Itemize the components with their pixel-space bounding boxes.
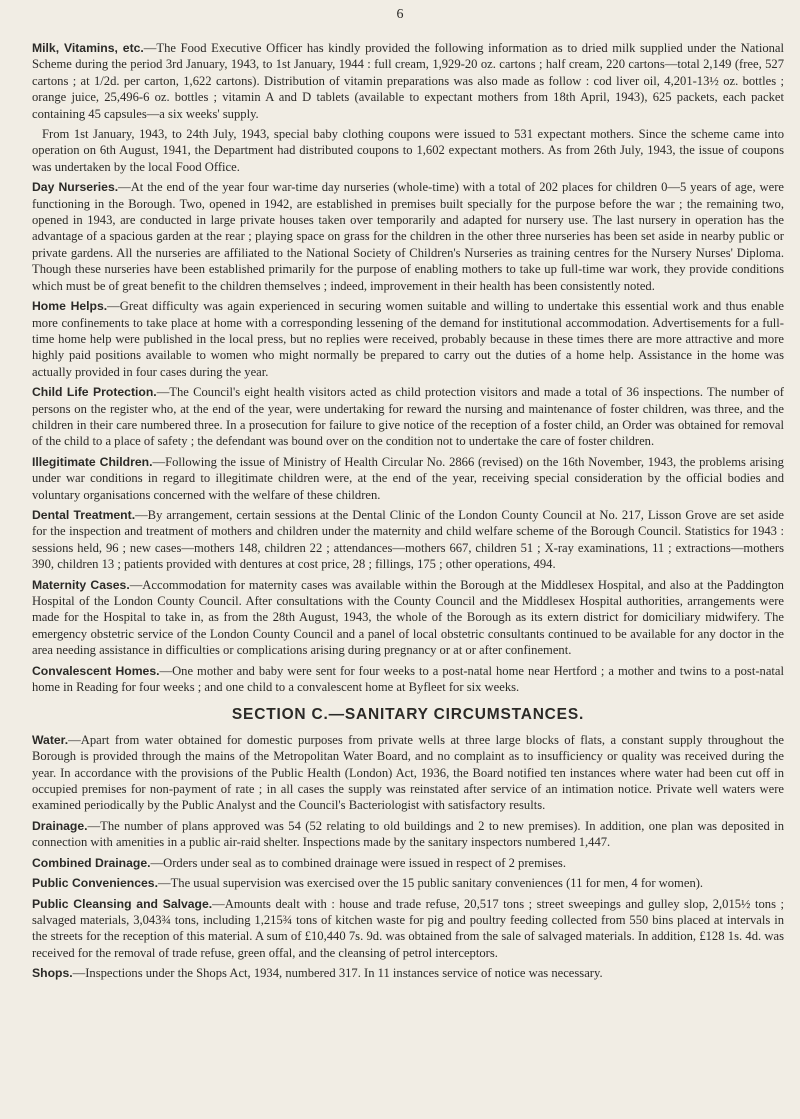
paragraph-text: —By arrangement, certain sessions at the Dental Clinic of the London County Council at No. 217, Lisson Grove are set aside for the inspection and treatment of mothers and children under the maternity and child welfare scheme of the Borough Council. Statistics for 1943 : sessions held, 96 ; new cases—mothers 148, children 22 ; attendances—mothers 667, children 51 ; X-ray examinations, 11 ; extractions—mothers 390, children 13 ; patients provided with dentures at cost price, 28 ; fillings, 175 ; other operations, 494. — [32, 507, 784, 572]
paragraph-heading: Public Cleansing and Salvage. — [32, 896, 213, 911]
paragraph-text: From 1st January, 1943, to 24th July, 1943, special baby clothing coupons were issued to 531 expectant mothers. Since the scheme came into operation on 6th August, 1941, the Department had distributed coupons to 1,602 expectant mothers. As from 26th July, 1943, the issue of coupons was undertaken by the local Food Office. — [32, 127, 784, 174]
paragraph-text: —The number of plans approved was 54 (52 relating to old buildings and 2 to new premises). In addition, one plan was deposited in connection with amenities in a public air-raid shelter. Inspections made by the sanitary inspectors numbered 1,447. — [32, 818, 784, 850]
page-content — [32, 40, 784, 986]
paragraph-heading: Water. — [32, 732, 69, 747]
paragraph-day-nurseries — [32, 179, 784, 294]
paragraph-text: —The Council's eight health visitors acted as child protection visitors and made a total of 36 inspections. The number of persons on the register who, at the end of the year, were undertaking for reward the nursing and maintenance of foster children, was three, and the children in their care numbered three. In a prosecution for failure to give notice of the reception of a foster child, an Order was obtained for removal of the child to a place of safety ; the defendant was bound over on the condition not to undertake the care of foster children. — [32, 385, 784, 449]
paragraph-milk-vitamins — [32, 40, 784, 122]
paragraph-text: —Orders under seal as to combined drainage were issued in respect of 2 premises. — [150, 855, 566, 870]
section-title: SECTION C.—SANITARY CIRCUMSTANCES. — [231, 706, 585, 724]
paragraph-maternity-cases — [32, 577, 784, 659]
paragraph-text: —Inspections under the Shops Act, 1934, numbered 317. In 11 instances service of notice was necessary. — [72, 966, 603, 981]
paragraph-text: —Accommodation for maternity cases was available within the Borough at the Middlesex Hospital, and also at the Paddington Hospital of the London County Council. After consultations with the County Council and the Middlesex Hospital authorities, arrangements were made for the Hospital to take in, as from the 28th August, 1943, the whole of the Borough as its extern district for domiciliary midwifery. The emergency obstetric service of the London County Council and a panel of local obstetric consultants continued to be available for any doctor in the area needing assistance in difficulties or complications arising during pregnancy or at or after confinement. — [32, 577, 784, 658]
paragraph-heading: Maternity Cases. — [32, 577, 130, 592]
paragraph-heading: Public Conveniences. — [32, 876, 158, 891]
paragraph-convalescent-homes — [32, 663, 784, 696]
paragraph-text: —Apart from water obtained for domestic purposes from private wells at three large blocks of flats, a constant supply throughout the Borough is provided through the mains of the Metropolitan Water Board, and no complaint as to insufficiency or quality was received during the year. In accordance with the provisions of the Public Health (London) Act, 1936, the Board notified ten instances where water had been cut off in occupied premises for non-payment of rate ; in all cases the supply was reinstated after service of an intimation notice. Private well waters were examined periodically by the Public Analyst and the Council's Bacteriologist with satisfactory results. — [32, 732, 784, 813]
paragraph-text: —At the end of the year four war-time day nurseries (whole-time) with a total of 202 places for children 0—5 years of age, were functioning in the Borough. Two, opened in 1942, are established in premises built specially for the purpose before the war ; the remaining two, opened in 1943, are conducted in large private houses taken over temporarily and adapted for nursery use. The last nursery in operation has the advantage of a spacious garden at the rear ; playing space on grass for the children in the other three nurseries has been set aside in nearby public or private gardens. All the nurseries are affiliated to the National Society of Children's Nurseries as training centres for the Nursery Nurses' Diploma. Though these nurseries have been established primarily for the purpose of enabling mothers to take up full-time war work, they provide conditions which must be of great benefit to the children themselves ; indeed, improvement in their health has been consistently noted. — [32, 180, 784, 293]
paragraph-text: —One mother and baby were sent for four weeks to a post-natal home near Hertford ; a mother and twins to a post-natal home in Reading for four weeks ; and one child to a convalescent home at Byfleet for six weeks. — [32, 663, 784, 695]
paragraph-text: —Great difficulty was again experienced in securing women suitable and willing to undertake this essential work and thus enable more confinements to take place at home with a corresponding lessening of the demand for institutional accommodation. Advertisements for a full-time home help were published in the local press, but no replies were received, probably because in these times there are more attractive and more highly paid positions available to women who might normally be prepared to carry out the duties of a home help. Assistance in the home was actually provided in four cases during the year. — [32, 299, 784, 379]
paragraph-heading: Dental Treatment. — [32, 507, 136, 522]
paragraph-heading: Convalescent Homes. — [32, 663, 160, 678]
paragraph-home-helps — [32, 298, 784, 380]
paragraph-illegitimate-children — [32, 454, 784, 503]
paragraph-combined-drainage — [32, 855, 784, 871]
paragraph-heading: Shops. — [32, 966, 73, 981]
paragraph-heading: Child Life Protection. — [32, 385, 157, 400]
paragraph-heading: Drainage. — [32, 818, 88, 833]
paragraph-text: —Amounts dealt with : house and trade refuse, 20,517 tons ; street sweepings and gulley slop, 2,015½ tons ; salvaged materials, 3,043¾ tons, including 1,215¾ tons of kitchen waste for pig and poultry feeding collected from 550 bins placed at intervals in the streets for the reception of this material. A sum of £10,440 7s. 9d. was obtained from the sale of salvaged materials. In addition, £128 1s. 4d. was received for the removal of trade refuse, green offal, and the cleansing of petrol interceptors. — [32, 896, 784, 960]
paragraph-text: —The usual supervision was exercised over the 15 public sanitary conveniences (11 for men, 4 for women). — [157, 876, 704, 891]
paragraph-dental-treatment — [32, 507, 784, 573]
paragraph-heading: Day Nurseries. — [32, 180, 119, 195]
paragraph-public-cleansing-salvage — [32, 896, 784, 962]
paragraph-text: —The Food Executive Officer has kindly provided the following information as to dried milk supplied under the National Scheme during the period 3rd January, 1943, to 1st January, 1944 : full cream, 1,929-20 oz. cartons ; half cream, 220 cartons—total 2,149 (free, 527 cartons ; at 1/2d. per carton, 1,622 cartons). Distribution of vitamin preparations was also made as follow : cod liver oil, 4,201-13½ oz. bottles ; orange juice, 25,496-6 oz. bottles ; vitamin A and D tablets (available to expectant mothers from 18th April, 1943), 625 packets, each packet containing 45 capsules—a six weeks' supply. — [32, 41, 784, 121]
paragraph-water — [32, 732, 784, 814]
paragraph-shops — [32, 965, 784, 981]
paragraph-heading: Home Helps. — [32, 299, 108, 314]
paragraph-child-life-protection — [32, 384, 784, 450]
paragraph-heading: Illegitimate Children. — [32, 454, 153, 469]
paragraph-drainage — [32, 818, 784, 851]
paragraph-public-conveniences — [32, 875, 784, 891]
paragraph-heading: Milk, Vitamins, etc. — [32, 41, 144, 55]
page-number: 6 — [396, 7, 404, 22]
paragraph-heading: Combined Drainage. — [32, 855, 151, 870]
paragraph-baby-clothing-coupons — [32, 126, 784, 175]
paragraph-text: —Following the issue of Ministry of Health Circular No. 2866 (revised) on the 16th November, 1943, the problems arising under war conditions in regard to illegitimate children were, at the end of the year, receiving special consideration by the official bodies and voluntary organisations concerned with the welfare of these children. — [32, 454, 784, 502]
